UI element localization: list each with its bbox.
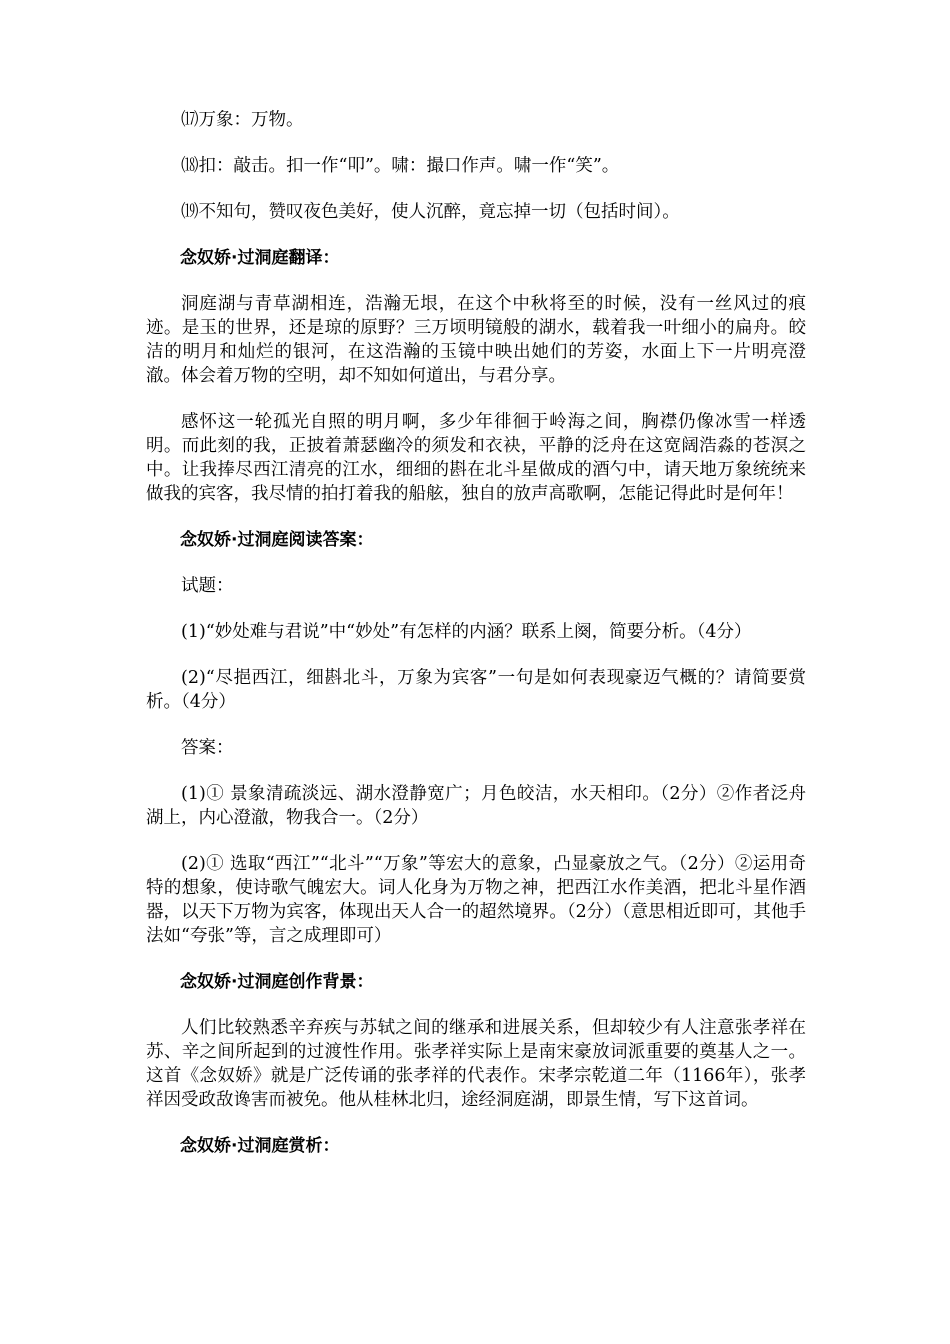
reading-heading: 念奴娇·过洞庭阅读答案： (180, 530, 374, 550)
answer-2: (2)① 选取“西江”“北斗”“万象”等宏大的意象，凸显豪放之气。（2分）②运用奇特的想象，使诗歌气魄宏大。词人化身为万物之神，把西江水作美酒，把北斗星作酒器，以天下万物为宾客，体现出天人合一的超然境界。（2分）（意思相近即可，其他手法如“夸张”等，言之成理即可） (146, 854, 806, 946)
background-paragraph: 人们比较熟悉辛弃疾与苏轼之间的继承和进展关系，但却较少有人注意张孝祥在苏、辛之间所起到的过渡性作用。张孝祥实际上是南宋豪放词派重要的奠基人之一。这首《念奴娇》就是广泛传诵的张孝祥的代表作。宋孝宗乾道二年（1166年），张孝祥因受政敌谗害而被免。他从桂林北归，途经洞庭湖，即景生情，写下这首词。 (146, 1018, 806, 1110)
note-17: ⒄万象：万物。 (181, 110, 304, 130)
appreciation-heading: 念奴娇·过洞庭赏析： (180, 1136, 340, 1156)
translation-paragraph-2: 感怀这一轮孤光自照的明月啊，多少年徘徊于岭海之间，胸襟仍像冰雪一样透明。而此刻的我，正披着萧瑟幽冷的须发和衣袂，平静的泛舟在这宽阔浩淼的苍溟之中。让我捧尽西江清亮的江水，细细的斟在北斗星做成的酒勺中，请天地万象统统来做我的宾客，我尽情的拍打着我的船舷，独自的放声高歌啊，怎能记得此时是何年！ (146, 412, 806, 504)
answer-1: (1)① 景象清疏淡远、湖水澄静宽广；月色皎洁，水天相印。（2分）②作者泛舟湖上，内心澄澈，物我合一。（2分） (146, 784, 806, 828)
translation-paragraph-1: 洞庭湖与青草湖相连，浩瀚无垠，在这个中秋将至的时候，没有一丝风过的痕迹。是玉的世界，还是琼的原野？三万顷明镜般的湖水，载着我一叶细小的扁舟。皎洁的明月和灿烂的银河，在这浩瀚的玉镜中映出她们的芳姿，水面上下一片明亮澄澈。体会着万物的空明，却不知如何道出，与君分享。 (146, 294, 806, 386)
note-18: ⒅扣：敲击。扣一作“叩”。啸：撮口作声。啸一作“笑”。 (181, 156, 620, 176)
note-19: ⒆不知句，赞叹夜色美好，使人沉醉，竟忘掉一切（包括时间）。 (181, 202, 680, 222)
translation-heading: 念奴娇·过洞庭翻译： (180, 248, 340, 268)
question-1: (1)“妙处难与君说”中“妙处”有怎样的内涵？联系上阕，简要分析。（4分） (181, 622, 752, 642)
questions-label: 试题： (181, 576, 234, 596)
answers-label: 答案： (181, 738, 234, 758)
question-2: (2)“尽挹西江，细斟北斗，万象为宾客”一句是如何表现豪迈气概的？请简要赏析。（4分） (146, 668, 806, 712)
document-page (146, 108, 806, 1180)
background-heading: 念奴娇·过洞庭创作背景： (180, 972, 374, 992)
